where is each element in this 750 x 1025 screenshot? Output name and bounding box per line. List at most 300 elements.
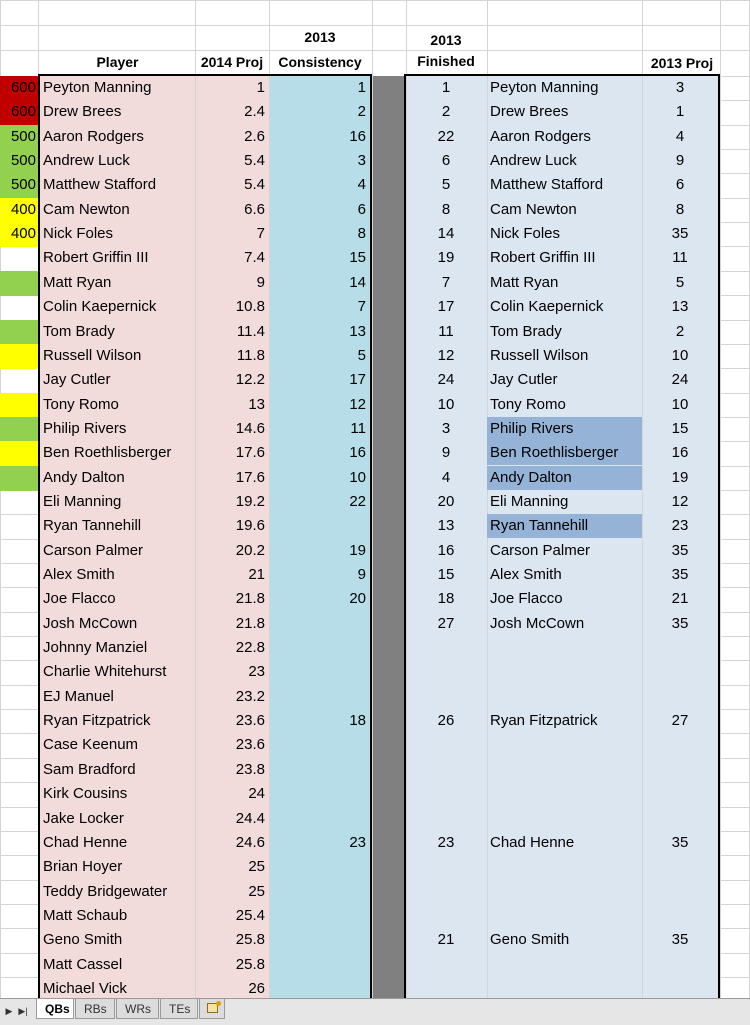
- sheet-tab-wrs[interactable]: WRs: [116, 999, 159, 1019]
- player-name-2013-cell[interactable]: [487, 733, 642, 757]
- player-name-cell[interactable]: Ryan Fitzpatrick: [43, 712, 151, 730]
- proj-2014-cell[interactable]: 26: [248, 979, 265, 997]
- player-name-cell[interactable]: Geno Smith: [43, 931, 123, 949]
- consistency-2013-cell[interactable]: [269, 612, 370, 636]
- player-name-2013-cell[interactable]: [487, 880, 642, 904]
- consistency-2013-cell[interactable]: [269, 660, 370, 684]
- player-name-cell[interactable]: Alex Smith: [43, 566, 115, 583]
- flag-cell[interactable]: [0, 514, 38, 539]
- last-sheet-icon[interactable]: ▶|: [18, 1006, 28, 1016]
- sheet-tab-qbs[interactable]: QBs: [36, 999, 74, 1019]
- proj-2014-cell[interactable]: 22.8: [235, 639, 265, 657]
- finished-2013-cell[interactable]: 10: [437, 395, 455, 413]
- first-sheet-icon[interactable]: ▶: [5, 1006, 13, 1016]
- proj-2014-cell[interactable]: 6.6: [244, 200, 265, 218]
- player-name-2013-cell[interactable]: Ryan Fitzpatrick: [490, 712, 598, 730]
- player-name-cell[interactable]: Carson Palmer: [43, 541, 144, 559]
- consistency-2013-cell[interactable]: [269, 758, 370, 782]
- finished-2013-cell[interactable]: 27: [437, 614, 455, 632]
- player-name-cell[interactable]: Cam Newton: [43, 200, 130, 218]
- finished-2013-cell[interactable]: [406, 880, 486, 904]
- player-name-2013-cell[interactable]: Alex Smith: [490, 566, 562, 583]
- finished-2013-cell[interactable]: [406, 660, 486, 684]
- player-name-2013-cell[interactable]: [487, 685, 642, 709]
- player-name-cell[interactable]: Matt Cassel: [43, 955, 123, 973]
- proj-2013-cell[interactable]: 35: [671, 833, 689, 851]
- consistency-2013-cell[interactable]: [269, 855, 370, 879]
- proj-2014-cell[interactable]: 2.4: [244, 103, 265, 121]
- player-name-cell[interactable]: Sam Bradford: [43, 760, 136, 778]
- proj-2014-cell[interactable]: 2.6: [244, 127, 265, 145]
- table-border-top-right: [404, 74, 720, 76]
- flag-cell[interactable]: [0, 441, 38, 466]
- gridline-horizontal: [720, 368, 750, 369]
- proj-2013-cell[interactable]: 35: [671, 541, 689, 559]
- consistency-2013-cell[interactable]: 11: [350, 419, 366, 437]
- finished-2013-cell[interactable]: 9: [441, 444, 451, 462]
- proj-2013-cell[interactable]: 3: [675, 79, 685, 96]
- flag-cell[interactable]: [0, 393, 38, 418]
- insert-worksheet-icon: [207, 1003, 218, 1013]
- flag-cell[interactable]: [0, 490, 38, 515]
- player-name-cell[interactable]: Eli Manning: [43, 492, 122, 510]
- player-name-2013-cell[interactable]: Tom Brady: [490, 322, 562, 340]
- player-name-cell[interactable]: Ryan Tannehill: [43, 517, 142, 535]
- gridline-horizontal: [0, 0, 750, 1]
- flag-cell[interactable]: [0, 904, 38, 929]
- player-name-2013-cell[interactable]: Ben Roethlisberger: [487, 441, 642, 465]
- proj-2013-cell[interactable]: 4: [675, 127, 685, 145]
- player-name-cell[interactable]: Drew Brees: [43, 103, 122, 121]
- flag-cell[interactable]: [0, 636, 38, 661]
- flag-cell[interactable]: [0, 344, 38, 369]
- finished-2013-cell[interactable]: [406, 782, 486, 806]
- gridline-horizontal: [720, 295, 750, 296]
- proj-2014-cell[interactable]: 24: [248, 785, 265, 803]
- player-name-2013-cell[interactable]: Geno Smith: [490, 931, 570, 949]
- proj-2014-cell[interactable]: 24.6: [235, 833, 265, 851]
- gridline-vertical: [372, 0, 373, 1000]
- finished-2013-cell[interactable]: 15: [437, 566, 455, 583]
- proj-2014-cell[interactable]: 24.4: [235, 809, 265, 827]
- player-name-2013-cell[interactable]: Nick Foles: [490, 225, 561, 243]
- player-name-cell[interactable]: Matthew Stafford: [43, 176, 157, 194]
- proj-2013-cell[interactable]: 10: [671, 346, 689, 364]
- flag-cell[interactable]: 500: [0, 173, 38, 198]
- player-name-2013-cell[interactable]: [487, 660, 642, 684]
- flag-cell[interactable]: [0, 953, 38, 978]
- separator-column-band: [372, 76, 404, 1000]
- finished-2013-cell[interactable]: 13: [437, 517, 455, 535]
- player-name-2013-cell[interactable]: [487, 782, 642, 806]
- player-name-cell[interactable]: Nick Foles: [43, 225, 114, 243]
- flag-cell[interactable]: [0, 831, 38, 856]
- finished-2013-cell[interactable]: 8: [441, 200, 451, 218]
- insert-worksheet-tab[interactable]: [199, 999, 225, 1019]
- player-name-2013-cell[interactable]: Philip Rivers: [487, 417, 642, 441]
- consistency-2013-cell[interactable]: [269, 782, 370, 806]
- sheet-tab-rbs[interactable]: RBs: [75, 999, 115, 1019]
- proj-2014-cell[interactable]: 23.2: [235, 687, 265, 705]
- finished-2013-cell[interactable]: 1: [441, 79, 451, 96]
- player-name-cell[interactable]: Matt Ryan: [43, 273, 112, 291]
- proj-2013-cell[interactable]: [642, 660, 718, 684]
- finished-2013-cell[interactable]: 14: [437, 225, 455, 243]
- consistency-2013-cell[interactable]: 7: [357, 298, 366, 316]
- flag-cell[interactable]: [0, 466, 38, 491]
- proj-2013-cell[interactable]: [642, 807, 718, 831]
- gridline-horizontal: [720, 685, 750, 686]
- gridline-horizontal: [720, 855, 750, 856]
- player-name-2013-cell[interactable]: Tony Romo: [490, 395, 566, 413]
- proj-2014-cell[interactable]: 21.8: [235, 590, 265, 608]
- proj-2013-cell[interactable]: 24: [671, 371, 689, 389]
- player-name-2013-cell[interactable]: [487, 855, 642, 879]
- proj-2013-cell[interactable]: 35: [671, 225, 689, 243]
- player-name-cell[interactable]: Joe Flacco: [43, 590, 116, 608]
- player-name-cell[interactable]: Josh McCown: [43, 614, 138, 632]
- player-name-2013-cell[interactable]: [487, 904, 642, 928]
- player-name-2013-cell[interactable]: Cam Newton: [490, 200, 577, 218]
- gridline-horizontal: [720, 904, 750, 905]
- proj-2014-cell[interactable]: 25.8: [235, 931, 265, 949]
- flag-cell[interactable]: [0, 320, 38, 345]
- flag-cell[interactable]: [0, 295, 38, 320]
- player-name-cell[interactable]: Johnny Manziel: [43, 639, 148, 657]
- proj-2013-cell[interactable]: 12: [671, 492, 689, 510]
- finished-2013-cell[interactable]: [406, 904, 486, 928]
- proj-2014-cell[interactable]: 5.4: [244, 176, 265, 194]
- finished-2013-cell[interactable]: 6: [441, 152, 451, 170]
- consistency-2013-cell[interactable]: 10: [349, 468, 366, 486]
- player-name-cell[interactable]: Russell Wilson: [43, 346, 142, 364]
- finished-2013-cell[interactable]: 21: [437, 931, 455, 949]
- proj-2014-cell[interactable]: 1: [256, 79, 265, 96]
- consistency-2013-cell[interactable]: [269, 928, 370, 952]
- gridline-horizontal: [720, 831, 750, 832]
- gridline-horizontal: [720, 417, 750, 418]
- proj-2014-cell[interactable]: 23.6: [235, 736, 265, 754]
- proj-2013-cell[interactable]: 35: [671, 614, 689, 632]
- finished-2013-cell[interactable]: 24: [437, 371, 455, 389]
- flag-cell[interactable]: [0, 271, 38, 296]
- player-name-2013-cell[interactable]: Carson Palmer: [490, 541, 591, 559]
- player-name-2013-cell[interactable]: [487, 807, 642, 831]
- player-name-2013-cell[interactable]: Joe Flacco: [490, 590, 563, 608]
- header-2013-proj[interactable]: 2013 Proj: [650, 55, 714, 71]
- player-name-cell[interactable]: Kirk Cousins: [43, 785, 128, 803]
- player-name-cell[interactable]: Peyton Manning: [43, 79, 152, 96]
- proj-2014-cell[interactable]: 25.8: [235, 955, 265, 973]
- proj-2013-cell[interactable]: 35: [671, 931, 689, 949]
- flag-cell[interactable]: [0, 660, 38, 685]
- flag-cell[interactable]: 600: [0, 100, 38, 125]
- header-2013-finished-year[interactable]: 2013: [430, 32, 462, 48]
- proj-2013-cell[interactable]: [642, 782, 718, 806]
- sheet-tab-tes[interactable]: TEs: [160, 999, 198, 1019]
- consistency-2013-cell[interactable]: [269, 807, 370, 831]
- flag-cell[interactable]: 400: [0, 222, 38, 247]
- finished-2013-cell[interactable]: 17: [437, 298, 455, 316]
- proj-2013-cell[interactable]: [642, 636, 718, 660]
- header-2014-proj[interactable]: 2014 Proj: [200, 54, 264, 70]
- gridline-horizontal: [720, 466, 750, 467]
- player-name-2013-cell[interactable]: Matthew Stafford: [490, 176, 604, 194]
- flag-cell[interactable]: [0, 246, 38, 271]
- sheet-tab-bar: [0, 998, 750, 1025]
- finished-2013-cell[interactable]: 7: [441, 273, 451, 291]
- gridline-horizontal: [720, 173, 750, 174]
- player-name-2013-cell[interactable]: Drew Brees: [490, 103, 569, 121]
- player-name-2013-cell[interactable]: Russell Wilson: [490, 346, 589, 364]
- flag-cell[interactable]: [0, 539, 38, 564]
- proj-2013-cell[interactable]: 2: [675, 322, 685, 340]
- player-name-cell[interactable]: Charlie Whitehurst: [43, 663, 167, 681]
- player-name-cell[interactable]: Case Keenum: [43, 736, 139, 754]
- proj-2013-cell[interactable]: 8: [675, 200, 685, 218]
- consistency-2013-cell[interactable]: [269, 904, 370, 928]
- gridline-horizontal: [720, 393, 750, 394]
- flag-cell[interactable]: 600: [0, 76, 38, 101]
- player-name-2013-cell[interactable]: Aaron Rodgers: [490, 127, 591, 145]
- proj-2013-cell[interactable]: 16: [671, 444, 689, 462]
- player-name-cell[interactable]: Brian Hoyer: [43, 858, 123, 876]
- finished-2013-cell[interactable]: 23: [437, 833, 455, 851]
- player-name-cell[interactable]: Ben Roethlisberger: [43, 444, 172, 462]
- player-name-cell[interactable]: Tom Brady: [43, 322, 115, 340]
- proj-2014-cell[interactable]: 10.8: [235, 298, 265, 316]
- player-name-cell[interactable]: Jake Locker: [43, 809, 124, 827]
- proj-2014-cell[interactable]: 19.6: [235, 517, 265, 535]
- flag-cell[interactable]: [0, 855, 38, 880]
- consistency-2013-cell[interactable]: 14: [349, 273, 366, 291]
- gridline-horizontal: [720, 222, 750, 223]
- proj-2013-cell[interactable]: [642, 685, 718, 709]
- consistency-2013-cell[interactable]: 2: [357, 103, 366, 121]
- proj-2014-cell[interactable]: 11.8: [236, 346, 265, 364]
- finished-2013-cell[interactable]: [406, 636, 486, 660]
- proj-2013-cell[interactable]: [642, 880, 718, 904]
- consistency-2013-cell[interactable]: 23: [349, 833, 366, 851]
- consistency-2013-cell[interactable]: [269, 880, 370, 904]
- proj-2014-cell[interactable]: 20.2: [235, 541, 265, 559]
- finished-2013-cell[interactable]: [406, 758, 486, 782]
- proj-2014-cell[interactable]: 23: [248, 663, 265, 681]
- proj-2014-cell[interactable]: 7: [256, 225, 265, 243]
- consistency-2013-cell[interactable]: [269, 953, 370, 977]
- table-border-left: [38, 74, 40, 1000]
- proj-2013-cell[interactable]: [642, 904, 718, 928]
- finished-2013-cell[interactable]: 26: [437, 712, 455, 730]
- consistency-2013-cell[interactable]: [269, 636, 370, 660]
- consistency-2013-cell[interactable]: 12: [349, 395, 366, 413]
- proj-2014-cell[interactable]: 17.6: [235, 444, 265, 462]
- header-2013-consistency-year[interactable]: 2013: [304, 29, 336, 45]
- player-name-2013-cell[interactable]: Ryan Tannehill: [487, 514, 642, 538]
- table-border-top-left: [38, 74, 372, 76]
- player-name-cell[interactable]: Teddy Bridgewater: [43, 882, 168, 900]
- finished-2013-cell[interactable]: [406, 685, 486, 709]
- finished-2013-cell[interactable]: 3: [441, 419, 451, 437]
- gridline-horizontal: [720, 953, 750, 954]
- consistency-2013-cell[interactable]: [269, 685, 370, 709]
- header-2013-consistency[interactable]: Consistency: [278, 54, 362, 70]
- proj-2013-cell[interactable]: 5: [675, 273, 685, 291]
- flag-cell[interactable]: [0, 880, 38, 905]
- consistency-2013-cell[interactable]: 6: [357, 200, 366, 218]
- proj-2014-cell[interactable]: 7.4: [244, 249, 265, 267]
- proj-2013-cell[interactable]: 6: [675, 176, 685, 194]
- proj-2014-cell[interactable]: 21: [248, 566, 265, 583]
- proj-2013-cell[interactable]: [642, 733, 718, 757]
- flag-cell[interactable]: [0, 368, 38, 393]
- consistency-2013-cell[interactable]: 8: [357, 225, 366, 243]
- flag-cell[interactable]: 400: [0, 198, 38, 223]
- flag-cell[interactable]: [0, 782, 38, 807]
- proj-2014-cell[interactable]: 25.4: [235, 906, 265, 924]
- consistency-2013-cell[interactable]: [269, 733, 370, 757]
- proj-2013-cell[interactable]: 15: [671, 419, 689, 437]
- finished-2013-cell[interactable]: 20: [437, 492, 455, 510]
- consistency-2013-cell[interactable]: 3: [357, 152, 366, 170]
- player-name-cell[interactable]: Robert Griffin III: [43, 249, 149, 267]
- player-name-2013-cell[interactable]: Peyton Manning: [490, 79, 599, 96]
- player-name-2013-cell[interactable]: Matt Ryan: [490, 273, 559, 291]
- proj-2013-cell[interactable]: 13: [671, 298, 689, 316]
- consistency-2013-cell[interactable]: 17: [349, 371, 366, 389]
- consistency-2013-cell[interactable]: 5: [357, 346, 366, 364]
- proj-2014-cell[interactable]: 5.4: [244, 152, 265, 170]
- finished-2013-cell[interactable]: 2: [441, 103, 451, 121]
- proj-2014-cell[interactable]: 21.8: [235, 614, 265, 632]
- player-name-2013-cell[interactable]: Andy Dalton: [487, 466, 642, 490]
- player-name-cell[interactable]: Aaron Rodgers: [43, 127, 144, 145]
- proj-2013-cell[interactable]: 21: [671, 590, 689, 608]
- proj-2013-cell[interactable]: 9: [675, 152, 685, 170]
- finished-2013-cell[interactable]: [406, 807, 486, 831]
- header-2013-finished[interactable]: Finished: [417, 53, 475, 69]
- player-name-cell[interactable]: Tony Romo: [43, 395, 119, 413]
- finished-2013-cell[interactable]: 11: [438, 322, 454, 340]
- player-name-cell[interactable]: Colin Kaepernick: [43, 298, 157, 316]
- proj-2013-cell[interactable]: [642, 855, 718, 879]
- consistency-2013-cell[interactable]: 9: [357, 566, 366, 583]
- proj-2014-cell[interactable]: 13: [248, 395, 265, 413]
- player-name-cell[interactable]: Matt Schaub: [43, 906, 128, 924]
- gridline-horizontal: [720, 441, 750, 442]
- finished-2013-cell[interactable]: [406, 733, 486, 757]
- finished-2013-cell[interactable]: [406, 855, 486, 879]
- player-name-cell[interactable]: EJ Manuel: [43, 687, 114, 705]
- proj-2014-cell[interactable]: 25: [248, 858, 265, 876]
- flag-cell[interactable]: [0, 928, 38, 953]
- proj-2014-cell[interactable]: 19.2: [235, 492, 265, 510]
- proj-2014-cell[interactable]: 14.6: [235, 419, 265, 437]
- consistency-2013-cell[interactable]: 18: [349, 712, 366, 730]
- player-name-2013-cell[interactable]: Josh McCown: [490, 614, 585, 632]
- consistency-2013-cell[interactable]: 19: [349, 541, 366, 559]
- player-name-2013-cell[interactable]: [487, 953, 642, 977]
- proj-2013-cell[interactable]: 11: [672, 249, 688, 267]
- finished-2013-cell[interactable]: 16: [437, 541, 455, 559]
- player-name-2013-cell[interactable]: Chad Henne: [490, 833, 575, 851]
- proj-2013-cell[interactable]: 1: [675, 103, 685, 121]
- finished-2013-cell[interactable]: 5: [441, 176, 451, 194]
- flag-cell[interactable]: [0, 733, 38, 758]
- flag-cell[interactable]: [0, 807, 38, 832]
- player-name-2013-cell[interactable]: Andrew Luck: [490, 152, 577, 170]
- flag-cell[interactable]: [0, 417, 38, 442]
- consistency-2013-cell[interactable]: 13: [349, 322, 366, 340]
- header-player[interactable]: Player: [96, 54, 139, 70]
- proj-2013-cell[interactable]: [642, 758, 718, 782]
- flag-cell[interactable]: [0, 563, 38, 588]
- finished-2013-cell[interactable]: 12: [437, 346, 455, 364]
- player-name-cell[interactable]: Chad Henne: [43, 833, 128, 851]
- consistency-2013-cell[interactable]: 16: [349, 127, 366, 145]
- player-name-2013-cell[interactable]: [487, 758, 642, 782]
- finished-2013-cell[interactable]: 22: [437, 127, 455, 145]
- flag-cell[interactable]: [0, 587, 38, 612]
- flag-cell[interactable]: 500: [0, 125, 38, 150]
- consistency-2013-cell[interactable]: 15: [349, 249, 366, 267]
- finished-2013-cell[interactable]: 19: [437, 249, 455, 267]
- proj-2014-cell[interactable]: 23.8: [235, 760, 265, 778]
- proj-2014-cell[interactable]: 23.6: [235, 712, 265, 730]
- player-name-2013-cell[interactable]: Robert Griffin III: [490, 249, 596, 267]
- proj-2014-cell[interactable]: 9: [256, 273, 265, 291]
- proj-2013-cell[interactable]: 23: [671, 517, 689, 535]
- consistency-2013-cell[interactable]: [269, 514, 370, 538]
- flag-cell[interactable]: [0, 709, 38, 734]
- consistency-2013-cell[interactable]: 16: [349, 444, 366, 462]
- gridline-horizontal: [720, 977, 750, 978]
- flag-cell[interactable]: [0, 685, 38, 710]
- proj-2013-cell[interactable]: 27: [671, 712, 689, 730]
- gridline-horizontal: [720, 514, 750, 515]
- consistency-2013-cell[interactable]: 20: [349, 590, 366, 608]
- proj-2014-cell[interactable]: 25: [248, 882, 265, 900]
- consistency-2013-cell[interactable]: 1: [357, 79, 366, 96]
- player-name-cell[interactable]: Andrew Luck: [43, 152, 130, 170]
- consistency-2013-cell[interactable]: 4: [357, 176, 366, 194]
- flag-cell[interactable]: 500: [0, 149, 38, 174]
- proj-2014-cell[interactable]: 17.6: [235, 468, 265, 486]
- player-name-cell[interactable]: Jay Cutler: [43, 371, 111, 389]
- player-name-cell[interactable]: Michael Vick: [43, 979, 127, 997]
- player-name-cell[interactable]: Andy Dalton: [43, 468, 125, 486]
- player-name-cell[interactable]: Philip Rivers: [43, 419, 127, 437]
- proj-2013-cell[interactable]: [642, 953, 718, 977]
- gridline-horizontal: [720, 612, 750, 613]
- proj-2014-cell[interactable]: 11.4: [236, 322, 265, 340]
- player-name-2013-cell[interactable]: Jay Cutler: [490, 371, 558, 389]
- player-name-2013-cell[interactable]: Colin Kaepernick: [490, 298, 604, 316]
- player-name-2013-cell[interactable]: [487, 636, 642, 660]
- table-border-right: [718, 74, 720, 1000]
- proj-2013-cell[interactable]: 35: [671, 566, 689, 583]
- player-name-2013-cell[interactable]: Eli Manning: [490, 492, 569, 510]
- finished-2013-cell[interactable]: 18: [437, 590, 455, 608]
- finished-2013-cell[interactable]: [406, 953, 486, 977]
- proj-2013-cell[interactable]: 19: [671, 468, 689, 486]
- proj-2013-cell[interactable]: 10: [671, 395, 689, 413]
- flag-cell[interactable]: [0, 612, 38, 637]
- flag-cell[interactable]: [0, 758, 38, 783]
- finished-2013-cell[interactable]: 4: [441, 468, 451, 486]
- consistency-2013-cell[interactable]: 22: [349, 492, 366, 510]
- proj-2014-cell[interactable]: 12.2: [235, 371, 265, 389]
